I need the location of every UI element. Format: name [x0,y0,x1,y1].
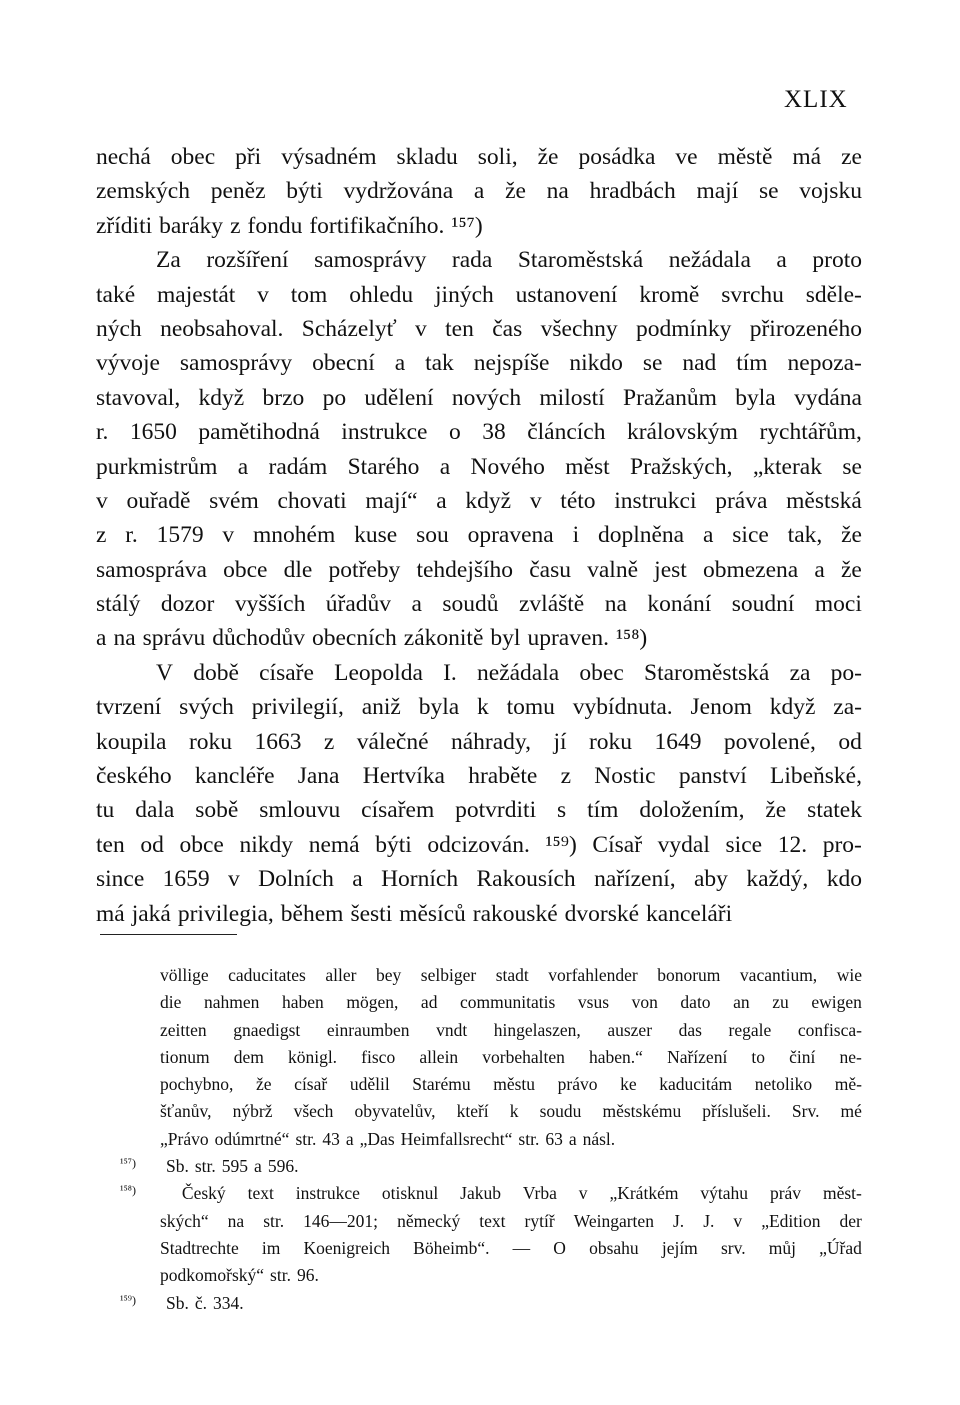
text-line: ných neobsahoval. Scházelyť v ten čas všechny podmínky přirozeného [96,315,862,342]
footnotes [120,962,862,1317]
text-line: také majestát v tom ohledu jiných ustanovení kromě svrchu sděle- [96,281,862,308]
footnote-line: die nahmen haben mögen, ad communitatis vsus von dato an zu ewigen [160,992,862,1013]
footnote-line: podkomořský“ str. 96. [160,1265,319,1286]
text-line: tu dala sobě smlouvu císařem potvrditi s tím doložením, že statek [96,797,862,824]
text-line: stálý dozor vyšších úřadův a soudů zvláště na konání soudní moci [96,591,862,618]
paragraph [96,656,862,931]
text-line: Za rozšíření samosprávy rada Staroměstská nežádala a proto [156,247,862,274]
text-line: má jaká privilegia, během šesti měsíců rakouské dvorské kanceláři [96,900,733,927]
text-line: v ouřadě svém chovati mají“ a když v této instrukci práva městská [96,487,862,514]
text-line: zříditi baráky z fondu fortifikačního. ¹⁵⁷) [96,212,483,239]
text-line: ten od obce nikdy nemá býti odcizován. ¹⁵⁹) Císař vydal sice 12. pro- [96,831,862,858]
footnote-line: ¹⁵⁷) Sb. str. 595 a 596. [120,1153,862,1180]
text-line: nechá obec při výsadném skladu soli, že posádka ve městě má ze [96,144,862,170]
text-line: since 1659 v Dolních a Horních Rakousích nařízení, aby každý, kdo [96,866,862,893]
paragraph [96,140,862,243]
page-number: XLIX [784,86,848,113]
footnote-line: ¹⁵⁹) Sb. č. 334. [120,1290,862,1317]
text-line: tvrzení svých privilegií, aniž byla k tomu vybídnuta. Jenom když za- [96,694,862,721]
footnote-line: „Právo odúmrtné“ str. 43 a „Das Heimfallsrecht“ str. 63 a násl. [160,1128,616,1149]
footnote [120,962,862,1153]
text-line: stavoval, když brzo po udělení nových milostí Pražanům byla vydána [96,384,862,411]
footnote-mark: ¹⁵⁸) [120,1183,136,1198]
text-line: koupila roku 1663 z válečné náhrady, jí roku 1649 povolené, od [96,728,862,755]
paragraph [96,243,862,656]
text-line: vývoje samosprávy obecní a tak nejspíše nikdo se nad tím nepoza- [96,350,862,377]
footnote-divider [100,934,237,935]
footnote-line: tionum dem königl. fisco allein vorbehalten haben.“ Nařízení to činí ne- [160,1046,862,1067]
main-text [96,140,862,931]
footnote-line: zeitten gnaedigst einraumben vndt hingelaszen, auszer das regale confisca- [160,1019,862,1040]
text-line: z r. 1579 v mnohém kuse sou opravena i doplněna a sice tak, že [96,522,862,549]
footnote-line: pochybno, že císař udělil Starému městu právo ke kaducitám netoliko mě- [160,1074,862,1095]
footnote-line: ¹⁵⁸) Český text instrukce otisknul Jakub Vrba v „Krátkém výtahu práv měst- [120,1180,862,1207]
text-line: r. 1650 pamětihodná instrukce o 38 článcích královským rychtářům, [96,419,862,446]
footnote-line: šťanův, nýbrž všech obyvatelův, kteří k soudu městskému příslušeli. Srv. mé [160,1101,862,1122]
text-line: samospráva obce dle potřeby tehdejšího času valně jest obmezena a že [96,556,862,583]
footnote [120,1180,862,1289]
footnote [120,1290,862,1317]
footnote-line: ských“ na str. 146—201; německý text rytíř Weingarten J. J. v „Edition der [160,1210,862,1231]
text-line: V době císaře Leopolda I. nežádala obec Staroměstská za po- [156,659,862,686]
footnote-line: Stadtrechte im Koenigreich Böheimb“. — O obsahu jejím srv. můj „Úřad [160,1237,862,1258]
footnote-mark: ¹⁵⁷) [120,1156,136,1171]
footnote-line: völlige caducitates aller bey selbiger stadt vorfahlender bonorum vacantium, wie [160,965,862,985]
text-line: zemských peněz býti vydržována a že na hradbách mají se vojsku [96,178,862,205]
footnote-mark: ¹⁵⁹) [120,1292,136,1307]
text-line: českého kancléře Jana Hertvíka hraběte z Nostic panství Libeňské, [96,763,862,790]
footnote [120,1153,862,1180]
text-line: purkmistrům a radám Starého a Nového měst Pražských, „kterak se [96,453,862,480]
text-line: a na správu důchodův obecních zákonitě byl upraven. ¹⁵⁸) [96,625,648,652]
